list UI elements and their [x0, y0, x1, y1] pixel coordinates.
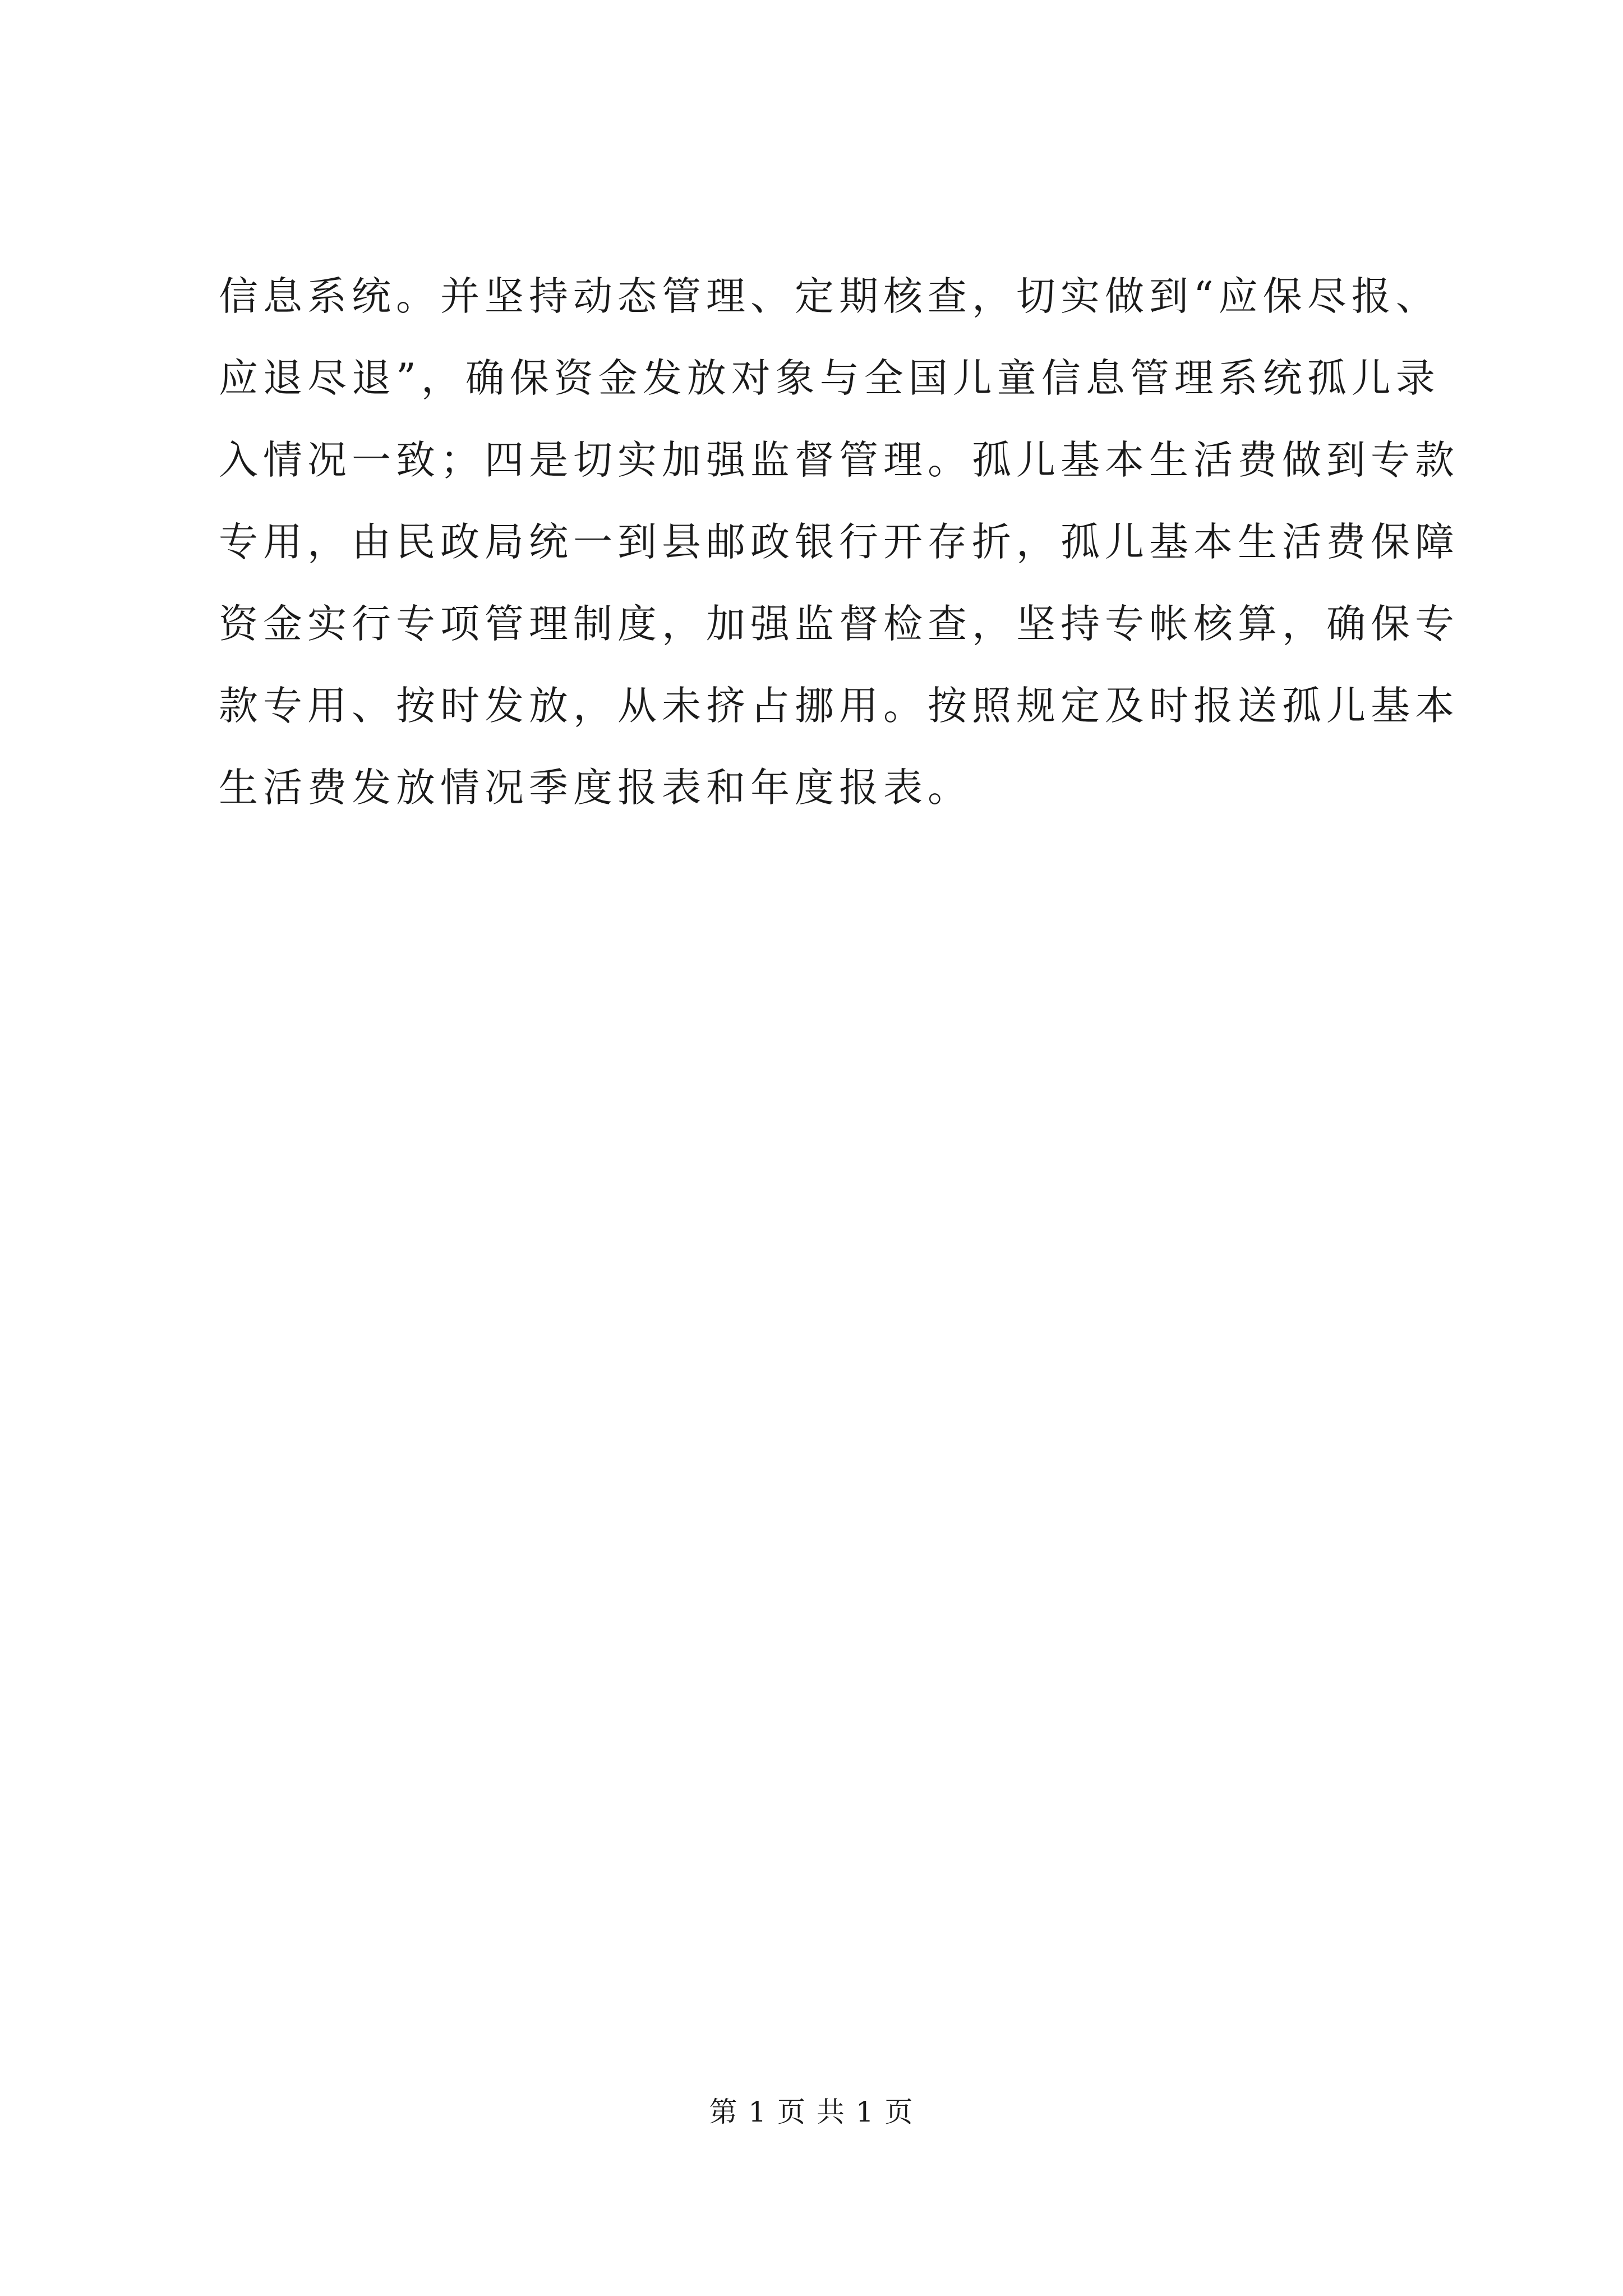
paragraph-line-6: 款专用、按时发放，从未挤占挪用。按照规定及时报送孤儿基本: [219, 683, 1459, 729]
paragraph-line-2: 应退尽退”，确保资金发放对象与全国儿童信息管理系统孤儿录: [219, 355, 1440, 401]
paragraph-line-1: 信息系统。并坚持动态管理、定期核查，切实做到“应保尽报、: [219, 273, 1440, 319]
page-footer: 第 1 页 共 1 页: [709, 2096, 914, 2128]
paragraph-line-7: 生活费发放情况季度报表和年度报表。: [219, 765, 972, 811]
body-paragraph: [219, 255, 1459, 829]
paragraph-line-5: 资金实行专项管理制度，加强监督检查，坚持专帐核算，确保专: [219, 601, 1459, 647]
paragraph-line-4: 专用，由民政局统一到县邮政银行开存折，孤儿基本生活费保障: [219, 519, 1459, 565]
paragraph-line-3: 入情况一致；四是切实加强监督管理。孤儿基本生活费做到专款: [219, 437, 1459, 483]
